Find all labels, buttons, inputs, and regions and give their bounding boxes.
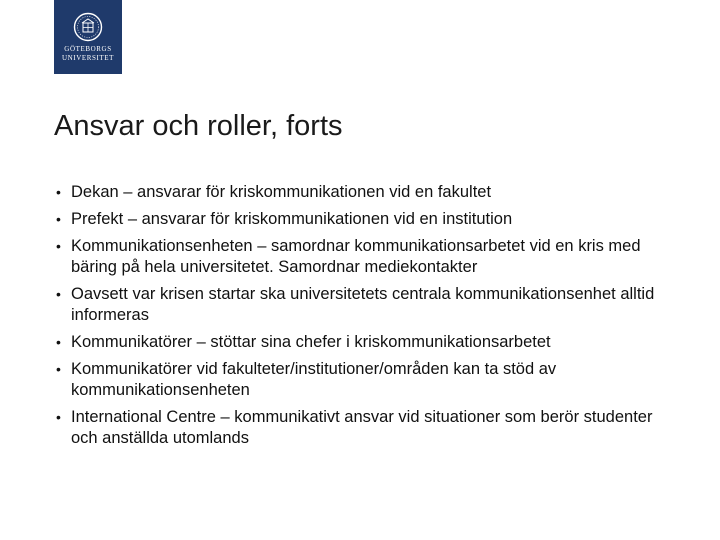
list-item xyxy=(54,182,674,203)
logo-text-line-1: GÖTEBORGS xyxy=(64,45,112,53)
bullet-text: Kommunikatörer vid fakulteter/institutioner/områden kan ta stöd av kommunikationsenheten xyxy=(71,360,557,399)
list-item xyxy=(54,284,674,326)
bullet-text: Prefekt – ansvarar för kriskommunikationen vid en institution xyxy=(71,210,513,228)
list-item xyxy=(54,332,674,353)
university-seal-icon xyxy=(73,12,103,42)
bullet-icon: • xyxy=(56,409,61,425)
bullet-icon: • xyxy=(56,238,61,254)
bullet-text: Dekan – ansvarar för kriskommunikationen vid en fakultet xyxy=(71,183,492,201)
list-item xyxy=(54,236,674,278)
bullet-list xyxy=(54,182,674,455)
bullet-icon: • xyxy=(56,286,61,302)
slide-title: Ansvar och roller, forts xyxy=(54,110,343,142)
logo-text-line-2: UNIVERSITET xyxy=(61,54,115,62)
list-item xyxy=(54,407,674,449)
bullet-text: Kommunikationsenheten – samordnar kommunikationsarbetet vid en kris med bäring på hela universitetet. Samordnar mediekontakter xyxy=(71,237,641,276)
university-logo xyxy=(54,0,122,74)
list-item xyxy=(54,209,674,230)
list-item xyxy=(54,359,674,401)
bullet-icon: • xyxy=(56,211,61,227)
bullet-text: Oavsett var krisen startar ska universitetets centrala kommunikationsenhet alltid informeras xyxy=(71,285,655,324)
bullet-text: International Centre – kommunikativt ansvar vid situationer som berör studenter och anställda utomlands xyxy=(71,408,653,447)
bullet-text: Kommunikatörer – stöttar sina chefer i kriskommunikationsarbetet xyxy=(71,333,551,351)
bullet-icon: • xyxy=(56,361,61,377)
bullet-icon: • xyxy=(56,184,61,200)
bullet-icon: • xyxy=(56,334,61,350)
